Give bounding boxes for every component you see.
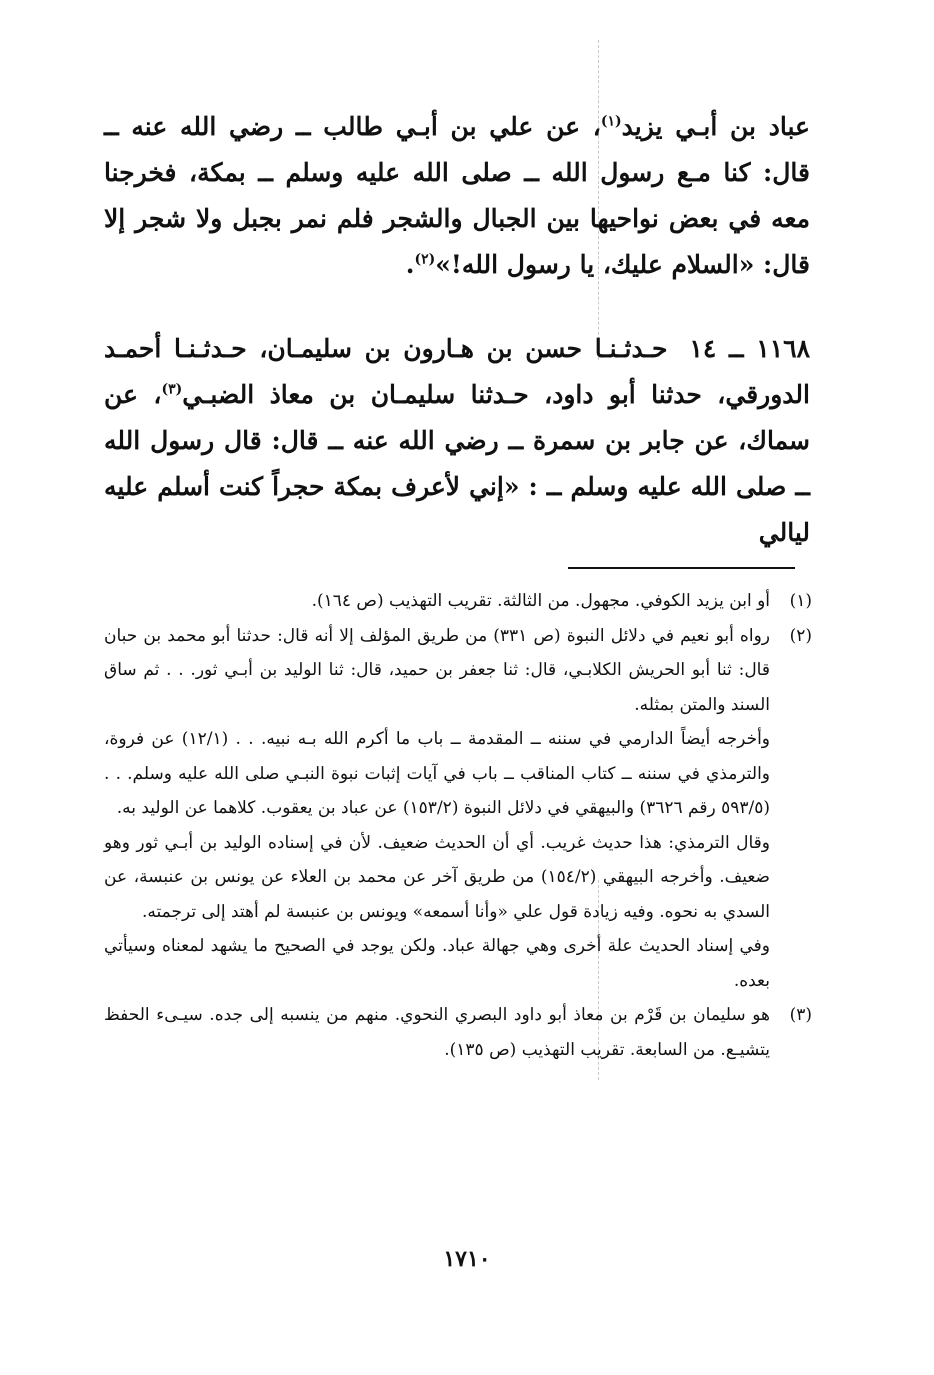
hadith-paragraph-continuation [104,104,810,288]
footnote-body [104,584,770,619]
page-number: ١٧١٠ [443,1246,491,1272]
footnote-number: (١) [789,591,812,611]
paragraph-text: . [405,250,415,279]
footnote-text: وفي إسناد الحديث علة أخرى وهي جهالة عباد. ولكن يوجد في الصحيح ما يشهد لمعناه وسيأتي بعده. [104,936,770,991]
paragraph-text: ، عن علي بن أبـي طالب ــ رضي الله عنه ــ قال: كنا مـع رسول الله ــ صلى الله عليه وسلم ــ بمكة، فخرجنا معه في بعض نواحيها بين الجبال والشجر فلم نمر بجبل ولا شجر إلا قال: «السلام عليك، يا رسول الله!» [104,112,810,279]
footnote-text: رواه أبو نعيم في دلائل النبوة (ص ٣٣١) من طريق المؤلف إلا أنه قال: حدثنا أبو محمد بن حبان قال: ثنا أبو الحريش الكلابـي، قال: ثنا جعفر بن حميد، قال: ثنا الوليد بن أبـي ثور. . . ثم ساق السند والمتن بمثله. [104,625,770,715]
footnote-text: وأخرجه أيضاً الدارمي في سننه ــ المقدمة ــ باب ما أكرم الله بـه نبيه. . . (١٢/١) عن فروة، والترمذي في سننه ــ كتاب المناقب ــ باب في آيات إثبات نبوة النبـي صلى الله عليه وسلم. . . (٥٩٣/٥ رقم ٣٦٢٦) والبيهقي في دلائل النبوة (١٥٣/٢) عن عباد بن يعقوب. كلاهما عن الوليد به. [104,729,771,818]
footnote-body [104,998,770,1067]
hadith-paragraph [104,326,810,556]
footnote-text: أو ابن يزيد الكوفي. مجهول. من الثالثة. تقريب التهذيب (ص ١٦٤). [311,591,770,611]
footnotes-section [104,584,812,1067]
paragraph-text: عباد بن أبـي يزيد [621,112,810,141]
paragraph-text: حـدثـنـا حسن بن هـارون بن سليمـان، حـدثـنـا أحمـد الدورقي، حدثنا أبو داود، حـدثنا سليمـان بن معاذ الضبـي [104,334,810,409]
footnote-body [104,619,770,999]
hadith-number: ١١٦٨ ــ ١٤ [689,334,810,363]
footnote-ref-3: (٣) [161,381,183,398]
footnote-divider [568,567,795,569]
paragraph-text: ، عن سماك، عن جابر بن سمرة ــ رضي الله عنه ــ قال: قال رسول الله ــ صلى الله عليه وسلم ــ : «إني لأعرف بمكة حجراً كنت أسلم عليه ليالي [104,380,810,547]
footnote-number: (٢) [789,625,812,646]
footnote-number: (٣) [789,1005,812,1025]
footnote-item [104,998,812,1067]
footnote-text: هو سليمان بن قَرْم بن معاذ أبو داود البصري النحوي. منهم من ينسبه إلى جده. سيـىء الحفظ يتشيـع. من السابعة. تقريب التهذيب (ص ١٣٥). [104,1005,770,1060]
footnote-ref-2: (٢) [414,251,436,268]
footnote-item [104,619,812,999]
footnote-text: وقال الترمذي: هذا حديث غريب. أي أن الحديث ضعيف. لأن في إسناده الوليد بن أبـي ثور وهو ضعيف. وأخرجه البيهقي (١٥٤/٢) من طريق آخر عن محمد بن العلاء عن يونس بن عنبسة، عن السدي به نحوه. وفيه زيادة قول علي «وأنا أسمعه» ويونس بن عنبسة لم أهتد إلى ترجمته. [104,832,770,922]
footnote-item [104,584,812,619]
footnote-ref-1: (١) [600,113,622,130]
